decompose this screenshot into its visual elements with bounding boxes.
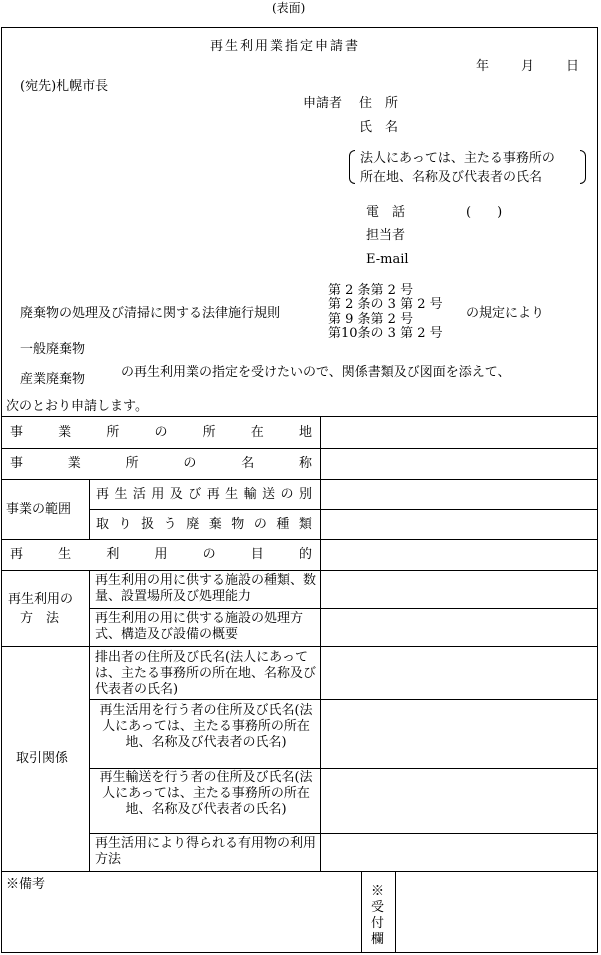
label-char: 種 bbox=[276, 517, 290, 532]
page-side-label: (表面) bbox=[272, 1, 306, 15]
label-char: 類 bbox=[298, 517, 312, 532]
trade-label: 取引関係 bbox=[16, 751, 69, 766]
label-char: 再 bbox=[96, 487, 110, 502]
corp-note-paren-right bbox=[580, 150, 586, 184]
row-rule bbox=[1, 871, 598, 872]
label-char: 的 bbox=[298, 547, 312, 562]
date-day-label: 日 bbox=[566, 59, 580, 74]
contact-label: 担当者 bbox=[366, 228, 406, 243]
label-char: う bbox=[163, 517, 177, 532]
label-char: 業 bbox=[58, 425, 72, 440]
scope-activity-type bbox=[96, 488, 312, 501]
label-char: 所 bbox=[125, 456, 139, 471]
label-char: 活 bbox=[132, 487, 146, 502]
label-char: 在 bbox=[250, 425, 264, 440]
reception-label: ※受付欄 bbox=[371, 884, 385, 947]
label-char: 名 bbox=[241, 456, 255, 471]
phone-label: 電 話 bbox=[366, 205, 406, 220]
row-rule bbox=[89, 509, 598, 510]
article-4: 第10条の 3 第 2 号 bbox=[328, 326, 443, 341]
col-rule bbox=[395, 871, 396, 953]
method-label-line1: 再生利用の bbox=[8, 592, 74, 607]
date-year-label: 年 bbox=[476, 59, 490, 74]
method-label-line2: 方 法 bbox=[20, 611, 60, 626]
corp-note-paren-left bbox=[349, 150, 355, 184]
applicant-label: 申請者 bbox=[303, 96, 343, 111]
label-char: 目 bbox=[250, 547, 264, 562]
col-rule bbox=[89, 646, 90, 871]
label-char: の bbox=[280, 487, 294, 502]
trade-transporter: 再生輸送を行う者の住所及び氏名(法人にあっては、主たる事務所の所在地、名称及び代表者の氏名) bbox=[99, 770, 313, 817]
name-label: 氏 名 bbox=[359, 120, 399, 135]
email-label: E-mail bbox=[366, 252, 409, 267]
purpose-label bbox=[10, 548, 312, 561]
label-char: 所 bbox=[202, 425, 216, 440]
corp-note-line2: 所在地、名称及び代表者の氏名 bbox=[360, 170, 543, 185]
row-rule bbox=[1, 416, 598, 417]
corp-note-line1: 法人にあっては、主たる事務所の bbox=[360, 151, 555, 166]
label-char: 扱 bbox=[141, 517, 155, 532]
phone-paren: ( ) bbox=[466, 205, 503, 220]
label-char: 及 bbox=[169, 487, 183, 502]
office-location-label bbox=[10, 426, 312, 439]
label-char: 物 bbox=[231, 517, 245, 532]
row-rule bbox=[89, 699, 598, 700]
label-char: 所 bbox=[106, 425, 120, 440]
label-char: 地 bbox=[298, 425, 312, 440]
col-rule bbox=[320, 416, 321, 871]
article-2: 第 2 条の 3 第 2 号 bbox=[328, 297, 443, 312]
label-char: 用 bbox=[154, 547, 168, 562]
row-rule bbox=[1, 646, 598, 647]
label-char: 取 bbox=[96, 517, 110, 532]
label-char: 業 bbox=[67, 456, 81, 471]
label-char: 送 bbox=[262, 487, 276, 502]
label-char: 称 bbox=[298, 456, 312, 471]
article-1: 第 2 条第 2 号 bbox=[328, 283, 414, 298]
label-char: 利 bbox=[106, 547, 120, 562]
label-char: の bbox=[202, 547, 216, 562]
label-char: 輸 bbox=[243, 487, 257, 502]
remarks-label: ※備考 bbox=[6, 877, 46, 892]
label-char: の bbox=[253, 517, 267, 532]
trade-generator: 排出者の住所及び氏名(法人にあっては、主たる事務所の所在地、名称及び代表者の氏名) bbox=[95, 650, 317, 697]
label-char: 生 bbox=[58, 547, 72, 562]
row-rule bbox=[1, 448, 598, 449]
waste-general: 一般廃棄物 bbox=[20, 342, 86, 357]
law-name: 廃棄物の処理及び清掃に関する法律施行規則 bbox=[20, 306, 281, 321]
col-rule bbox=[89, 570, 90, 646]
row-rule bbox=[1, 539, 598, 540]
address-label: 住 所 bbox=[359, 96, 399, 111]
article-3: 第 9 条第 2 号 bbox=[328, 312, 414, 327]
label-char: 生 bbox=[114, 487, 128, 502]
label-char: の bbox=[183, 456, 197, 471]
method-facility-spec: 再生利用の用に供する施設の種類、数量、設置場所及び処理能力 bbox=[95, 573, 317, 604]
trade-recycler: 再生活用を行う者の住所及び氏名(法人にあっては、主たる事務所の所在地、名称及び代表者の氏名) bbox=[99, 703, 313, 750]
label-char: 棄 bbox=[208, 517, 222, 532]
provision-suffix: の規定により bbox=[466, 306, 545, 321]
label-char: 再 bbox=[10, 547, 24, 562]
row-rule bbox=[1, 479, 598, 480]
label-char: 再 bbox=[206, 487, 220, 502]
waste-industrial: 産業廃棄物 bbox=[20, 372, 86, 387]
col-rule bbox=[89, 479, 90, 539]
body-line1: の再生利用業の指定を受けたいので、関係書類及び図面を添えて、 bbox=[121, 365, 511, 380]
row-rule bbox=[1, 570, 598, 571]
label-char: 事 bbox=[10, 456, 24, 471]
scope-label: 事業の範囲 bbox=[6, 502, 72, 517]
row-rule bbox=[89, 833, 598, 834]
row-rule bbox=[89, 768, 598, 769]
label-char: の bbox=[154, 425, 168, 440]
label-char: 別 bbox=[298, 487, 312, 502]
label-char: り bbox=[118, 517, 132, 532]
trade-useful-product: 再生活用により得られる有用物の利用方法 bbox=[95, 836, 317, 867]
body-line2: 次のとおり申請します。 bbox=[6, 399, 148, 414]
addressee: (宛先)札幌市長 bbox=[20, 79, 109, 94]
form-title: 再生利用業指定申請書 bbox=[210, 39, 361, 54]
label-char: び bbox=[188, 487, 202, 502]
scope-waste-type bbox=[96, 518, 312, 531]
label-char: 廃 bbox=[186, 517, 200, 532]
method-facility-method: 再生利用の用に供する施設の処理方式、構造及び設備の概要 bbox=[95, 611, 304, 642]
label-char: 事 bbox=[10, 425, 24, 440]
label-char: 生 bbox=[225, 487, 239, 502]
label-char: 用 bbox=[151, 487, 165, 502]
office-name-label bbox=[10, 457, 312, 470]
date-month-label: 月 bbox=[521, 59, 535, 74]
col-rule bbox=[361, 871, 362, 953]
row-rule bbox=[89, 608, 598, 609]
